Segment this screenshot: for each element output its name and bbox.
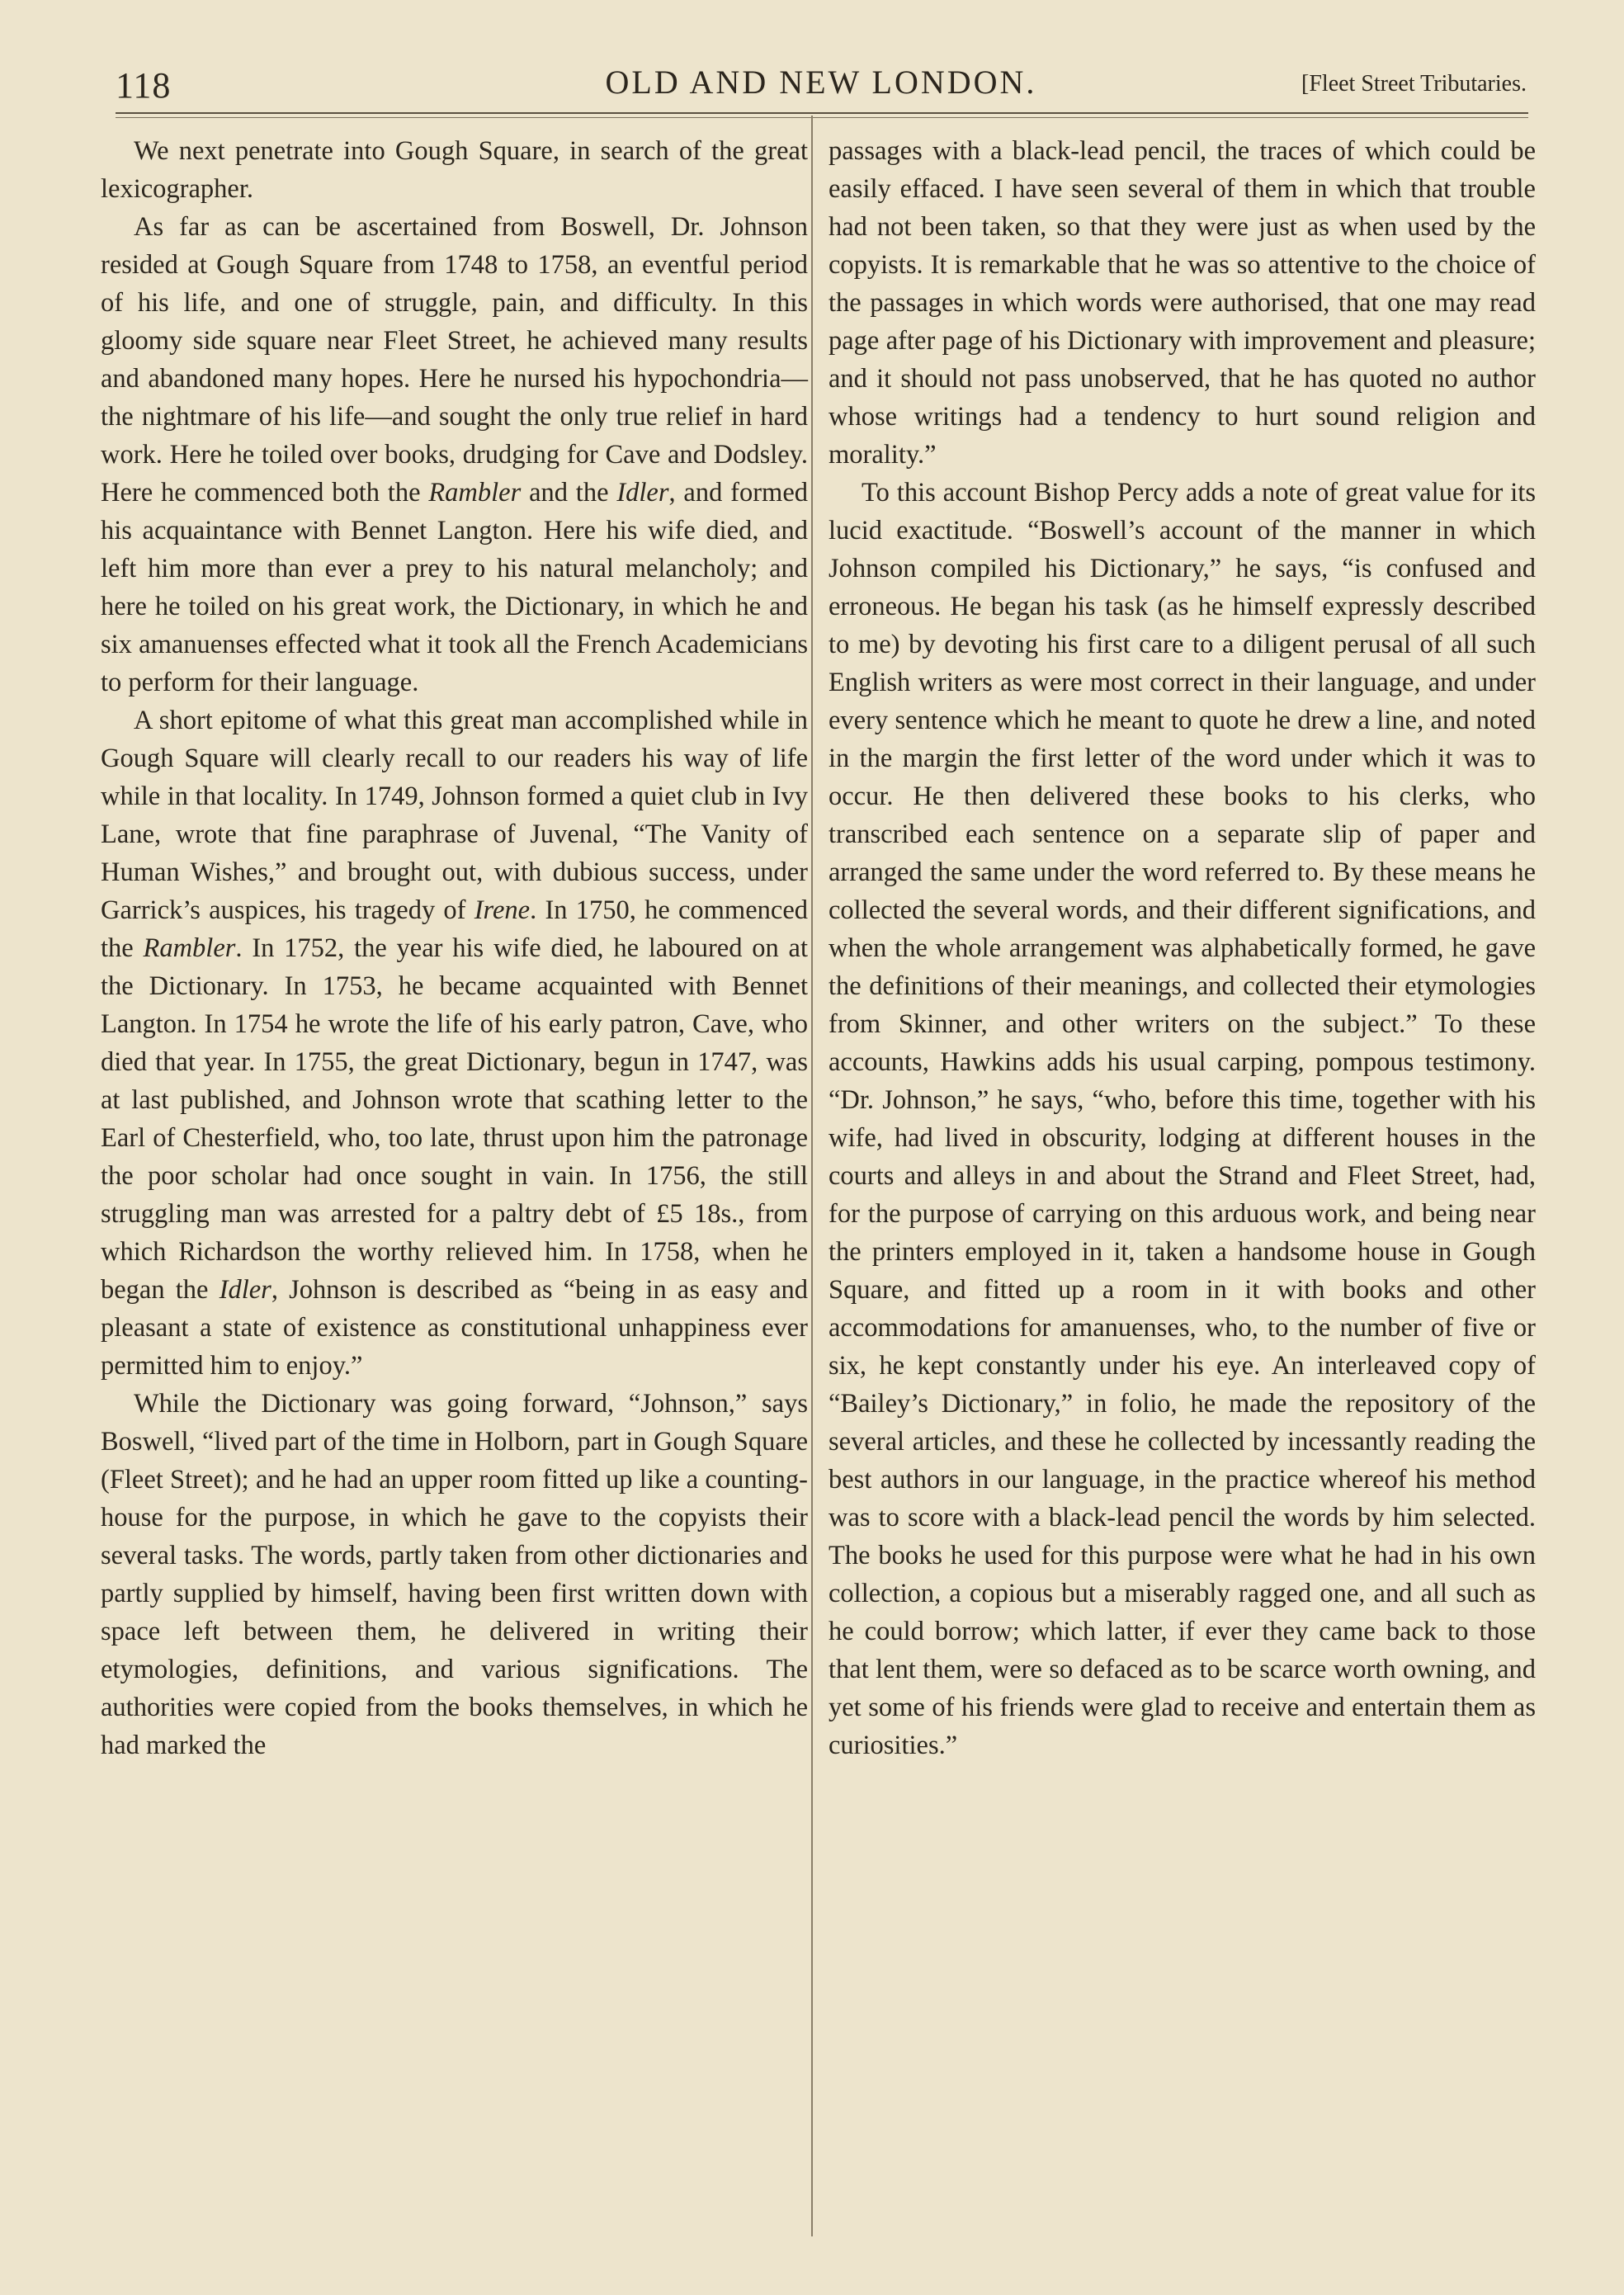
running-header <box>116 59 1527 109</box>
left-column <box>101 132 808 1764</box>
paragraph-continued: passages with a black-lead pencil, the traces of which could be easily effaced. I have seen several of them in which that trouble had not been taken, so that they were just as when used by the copyists. It is remarkable that he was so attentive to the choice of the passages in which words were authorised, that one may read page after page of his Dictionary with improvement and pleasure; and it should not pass unobserved, that he has quoted no author whose writings had a tendency to hurt sound religion and morality.” <box>829 136 1536 470</box>
page-number: 118 <box>116 65 172 106</box>
paragraph: While the Dictionary was going forward, “Johnson,” says Boswell, “lived part of the time in Holborn, part in Gough Square (Fleet Street); and he had an upper room fitted up like a counting-house for the purpose, in which he gave to the copyists their several tasks. The words, partly taken from other dictionaries and partly supplied by himself, having been first written down with space left between them, he delivered in writing their etymologies, definitions, and various significations. The authorities were copied from the books themselves, in which he had marked the <box>101 1389 808 1760</box>
column-divider <box>811 116 813 2236</box>
header-rule-secondary <box>116 117 1528 118</box>
paragraph: We next penetrate into Gough Square, in search of the great lexicographer. <box>101 136 808 204</box>
running-title: OLD AND NEW LONDON. <box>605 64 1037 101</box>
paragraph: A short epitome of what this great man accomplished while in Gough Square will clearly recall to our readers his way of life while in that locality. In 1749, Johnson formed a quiet club in Ivy Lane, wrote that fine paraphrase of Juvenal, “The Vanity of Human Wishes,” and brought out, with dubious success, under Garrick’s auspices, his tragedy of Irene. In 1750, he commenced the Rambler. In 1752, the year his wife died, he laboured on at the Dictionary. In 1753, he became acquainted with Bennet Langton. In 1754 he wrote the life of his early patron, Cave, who died that year. In 1755, the great Dictionary, begun in 1747, was at last published, and Johnson wrote that scathing letter to the Earl of Chesterfield, who, too late, thrust upon him the patronage the poor scholar had once sought in vain. In 1756, the still struggling man was arrested for a paltry debt of £5 18s., from which Richardson the worthy relieved him. In 1758, when he began the Idler, Johnson is described as “being in as easy and pleasant a state of existence as constitutional unhappiness ever permitted him to enjoy.” <box>101 706 808 1381</box>
paragraph: To this account Bishop Percy adds a note of great value for its lucid exactitude. “Boswell’s account of the manner in which Johnson compiled his Dictionary,” he says, “is confused and erroneous. He began his task (as he himself expressly described to me) by devoting his first care to a diligent perusal of all such English writers as were most correct in their language, and under every sentence which he meant to quote he drew a line, and noted in the margin the first letter of the word under which it was to occur. He then delivered these books to his clerks, who transcribed each sentence on a separate slip of paper and arranged the same under the word referred to. By these means he collected the several words, and their different significations, and when the whole arrangement was alphabetically formed, he gave the definitions of their meanings, and collected their etymologies from Skinner, and other writers on the subject.” To these accounts, Hawkins adds his usual carping, pompous testimony. “Dr. Johnson,” he says, “who, before this time, together with his wife, had lived in obscurity, lodging at different houses in the courts and alleys in and about the Strand and Fleet Street, had, for the purpose of carrying on this arduous work, and being near the printers employed in it, taken a handsome house in Gough Square, and fitted up a room in it with books and other accommodations for amanuenses, who, to the number of five or six, he kept constantly under his eye. An interleaved copy of “Bailey’s Dictionary,” in folio, he made the repository of the several articles, and these he collected by incessantly reading the best authors in our language, in the practice whereof his method was to score with a black-lead pencil the words by him selected. The books he used for this purpose were what he had in his own collection, a copious but a miserably ragged one, and all such as he could borrow; which latter, if ever they came back to those that lent them, were so defaced as to be scarce worth owning, and yet some of his friends were glad to receive and entertain them as curiosities.” <box>829 478 1536 1760</box>
right-column <box>829 132 1536 1764</box>
section-title: [Fleet Street Tributaries. <box>1301 71 1527 97</box>
paragraph: As far as can be ascertained from Boswell, Dr. Johnson resided at Gough Square from 1748 to 1758, an eventful period of his life, and one of struggle, pain, and difficulty. In this gloomy side square near Fleet Street, he achieved many results and abandoned many hopes. Here he nursed his hypochondria—the nightmare of his life—and sought the only true relief in hard work. Here he toiled over books, drudging for Cave and Dodsley. Here he commenced both the Rambler and the Idler, and formed his acquaintance with Bennet Langton. Here his wife died, and left him more than ever a prey to his natural melancholy; and here he toiled on his great work, the Dictionary, in which he and six amanuenses effected what it took all the French Academicians to perform for their language. <box>101 212 809 697</box>
header-rule <box>116 112 1528 114</box>
